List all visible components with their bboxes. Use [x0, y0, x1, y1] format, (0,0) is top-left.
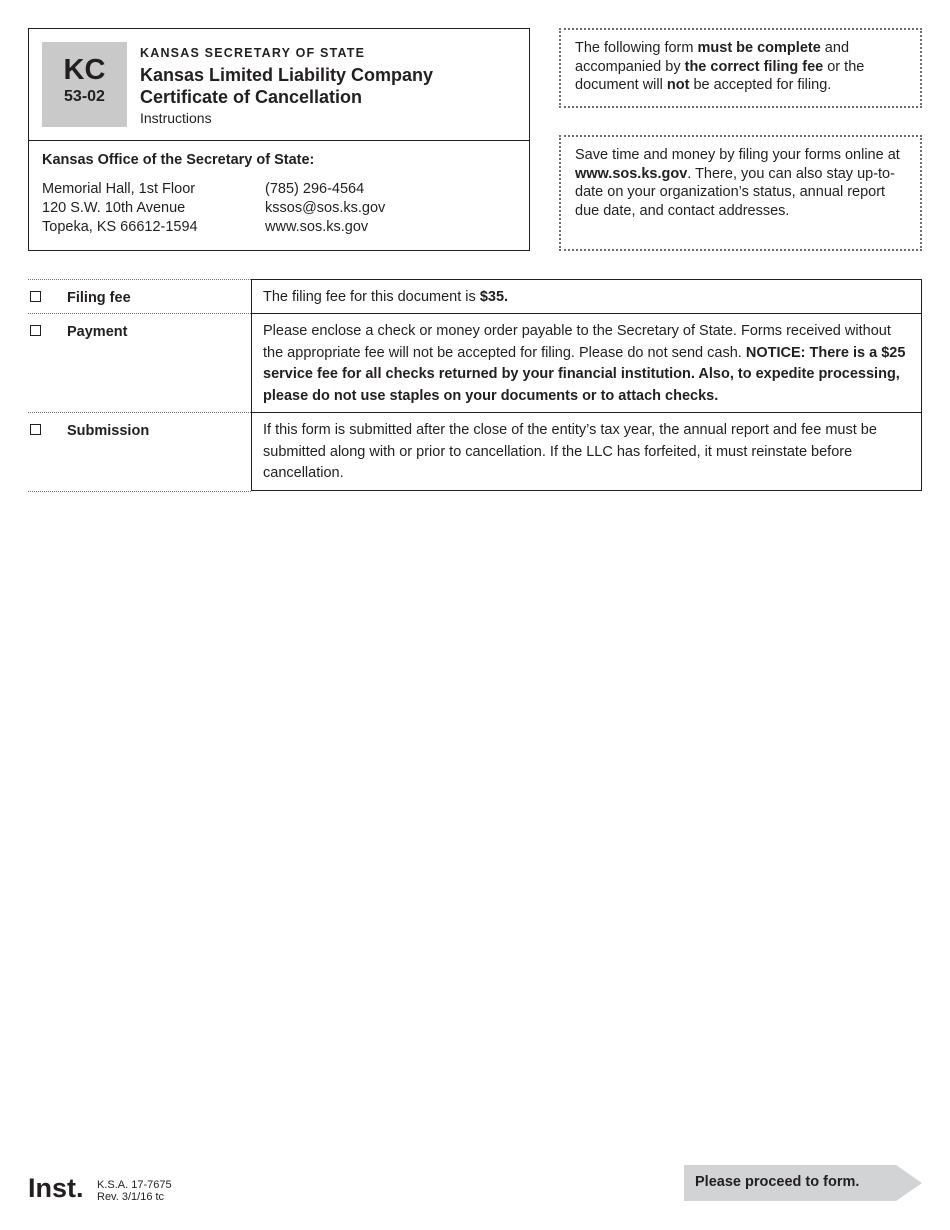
office-address-line-2: 120 S.W. 10th Avenue — [42, 200, 186, 216]
proceed-to-form-button[interactable] — [684, 1165, 922, 1201]
requirement-emphasis: NOTICE: There is a $25 service fee for all checks returned by your financial institution. Also, to expedite processing, please do not use staples on your documents or to attach checks. — [263, 344, 906, 404]
requirement-emphasis: $35. — [479, 289, 509, 305]
agency-name: KANSAS SECRETARY OF STATE — [140, 46, 366, 60]
divider — [28, 491, 251, 492]
requirement-row-submission — [28, 412, 922, 491]
revision-date: Rev. 3/1/16 tc — [97, 1191, 165, 1203]
form-title-line-2: Certificate of Cancellation — [140, 87, 363, 107]
requirement-description — [251, 279, 922, 313]
notice-emphasis: the correct filing fee — [684, 58, 824, 75]
form-title-line-1: Kansas Limited Liability Company — [140, 65, 434, 85]
requirement-label-cell — [28, 279, 251, 313]
requirement-label: Payment — [67, 324, 128, 340]
requirement-text: If this form is submitted after the close of the entity’s tax year, the annual report and fee must be submitted along with or prior to cancellation. If the LLC has forfeited, it must reinstate before cancellation. — [263, 422, 877, 481]
form-number: 53-02 — [64, 88, 105, 105]
payment-checkbox[interactable] — [30, 325, 41, 336]
form-header — [28, 28, 530, 251]
office-email: kssos@sos.ks.gov — [265, 200, 386, 216]
office-address-line-1: Memorial Hall, 1st Floor — [42, 181, 196, 197]
notice-text: The following form — [575, 40, 698, 56]
statute-number: K.S.A. 17-7675 — [97, 1179, 172, 1191]
instructions-mark: Inst. — [28, 1173, 84, 1203]
statute-reference — [97, 1179, 172, 1203]
form-code-badge — [42, 42, 127, 127]
form-subtitle: Instructions — [140, 110, 212, 126]
filing-fee-checkbox[interactable] — [30, 291, 41, 302]
submission-checkbox[interactable] — [30, 424, 41, 435]
notice-text: or the document will — [575, 58, 865, 93]
website-link[interactable]: www.sos.ks.gov — [575, 165, 688, 182]
notice-emphasis: not — [666, 77, 690, 93]
notice-text: be accepted for filing. — [689, 77, 832, 93]
requirement-text: The filing fee for this document is — [263, 289, 480, 305]
requirements-table — [28, 279, 922, 491]
notice-text: and accompanied by — [575, 40, 850, 75]
requirement-label-cell — [28, 313, 251, 412]
office-address-line-3: Topeka, KS 66612-1594 — [42, 219, 198, 235]
requirement-row-filing-fee — [28, 279, 922, 313]
filing-requirement-notice — [559, 28, 922, 108]
notice-emphasis: must be complete — [697, 40, 821, 56]
requirement-label: Filing fee — [67, 290, 131, 306]
office-website: www.sos.ks.gov — [265, 219, 369, 235]
proceed-label: Please proceed to form. — [695, 1174, 860, 1190]
notice-text: Save time and money by filing your forms online at — [575, 147, 900, 163]
requirement-description — [251, 313, 922, 412]
form-title-block — [29, 29, 529, 141]
form-code: KC — [63, 54, 106, 86]
requirement-row-payment — [28, 313, 922, 412]
online-filing-notice — [559, 135, 922, 251]
requirement-text: Please enclose a check or money order payable to the Secretary of State. Forms received without the appropriate fee will not be accepted for filing. Please do not send cash. — [263, 323, 891, 361]
requirement-description — [251, 412, 922, 491]
office-heading: Kansas Office of the Secretary of State: — [42, 152, 315, 168]
notice-text: . There, you can also stay up-to-date on your organization’s status, annual report due date, and contact addresses. — [575, 165, 895, 219]
office-phone: (785) 296-4564 — [265, 181, 365, 197]
requirement-label-cell — [28, 412, 251, 491]
requirement-label: Submission — [67, 423, 150, 439]
